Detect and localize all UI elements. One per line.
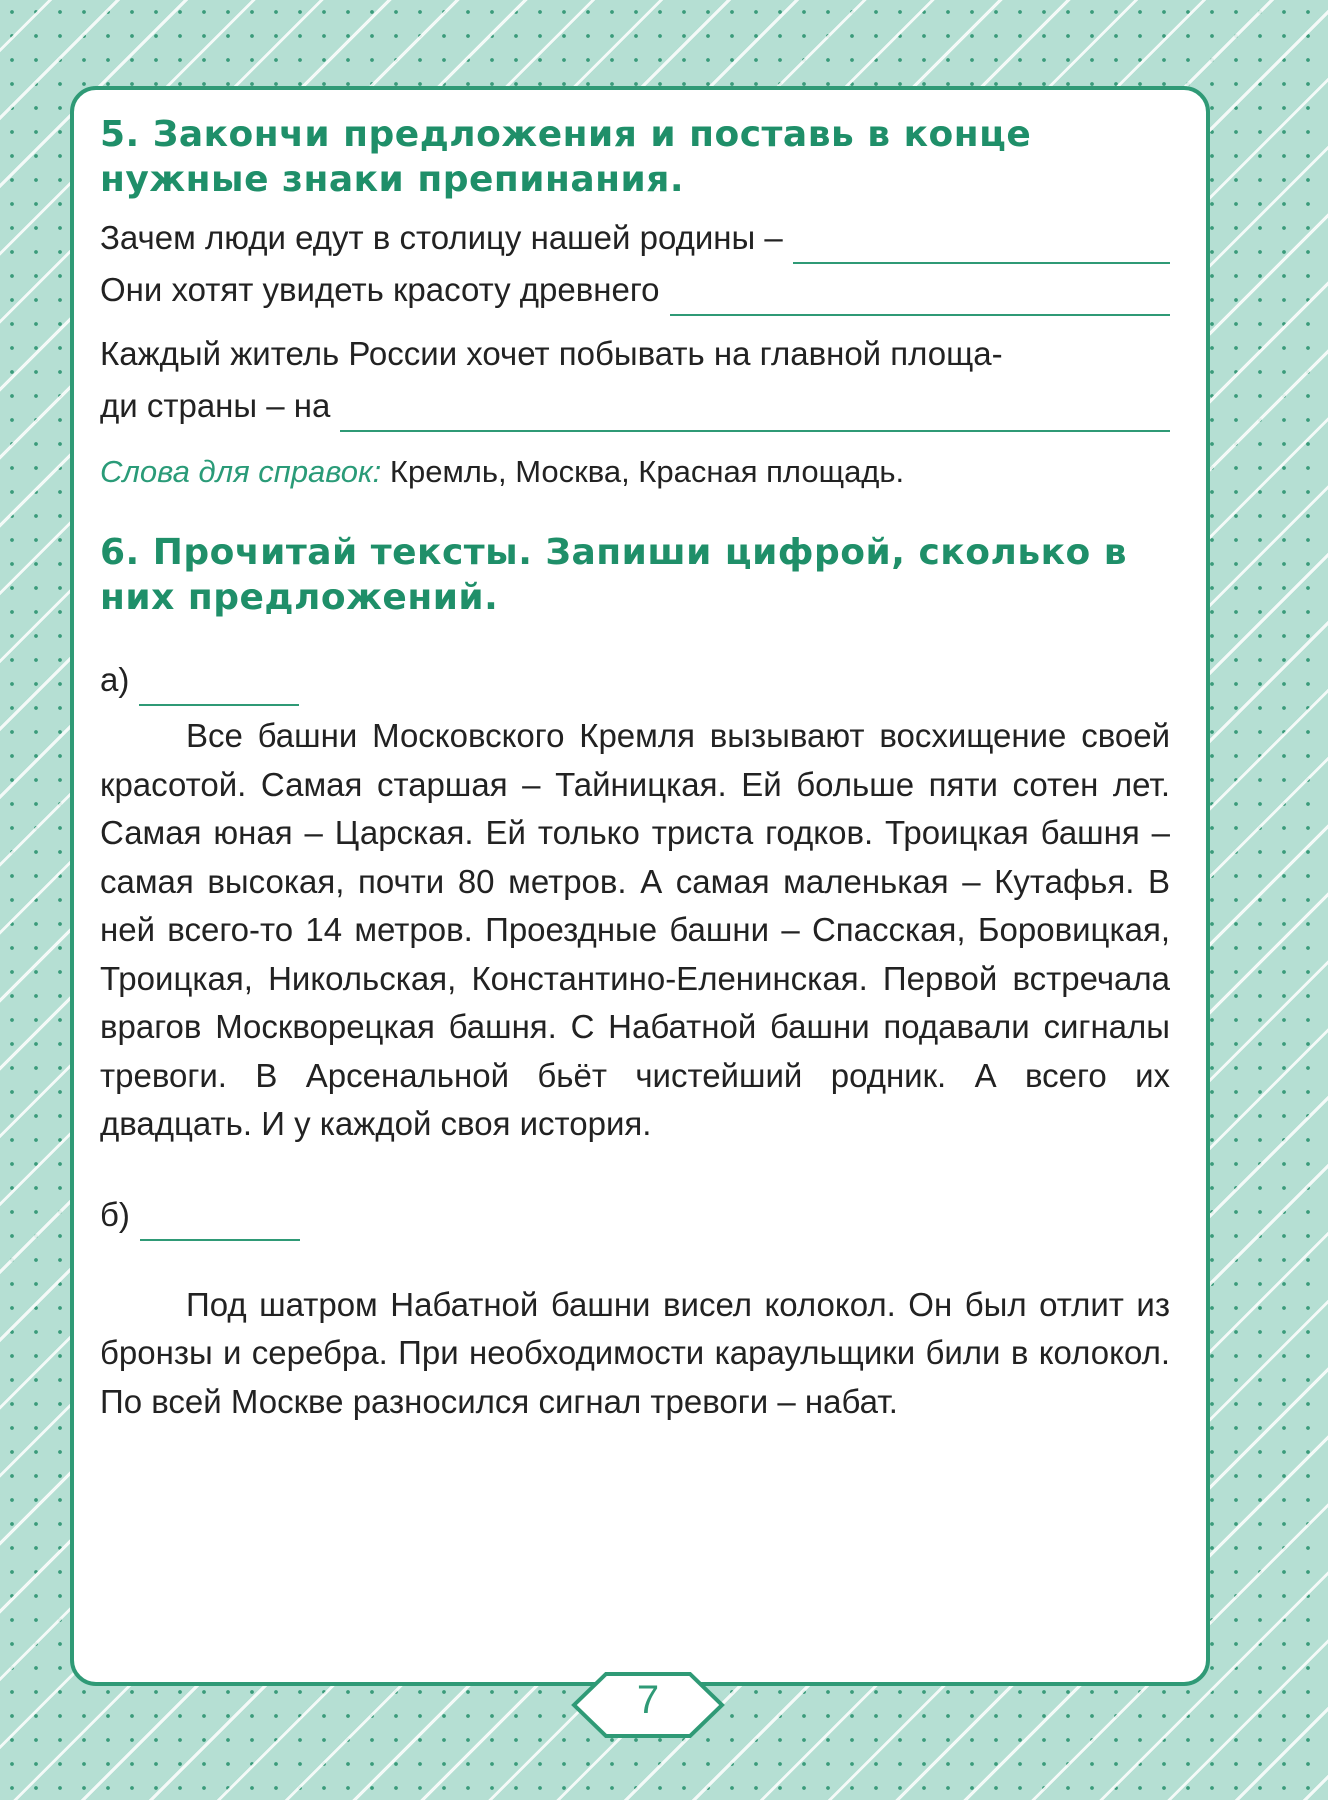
sentence-text: Они хотят увидеть красоту древнего	[100, 271, 660, 308]
answer-blank-3[interactable]	[340, 396, 1170, 432]
task5-sentence-1	[100, 212, 1170, 264]
reference-label: Слова для справок:	[100, 454, 382, 489]
answer-blank-1[interactable]	[793, 228, 1170, 264]
text-b: Под шатром Набатной башни висел колокол. Он был отлит из бронзы и серебра. При необходимости караульщики били в колокол. По всей Москве разносился сигнал тревоги – набат.	[100, 1285, 1170, 1420]
variant-a	[100, 654, 1170, 706]
variant-a-label: а)	[100, 661, 130, 698]
task5-sentence-3b	[100, 380, 1170, 432]
page-number-badge	[568, 1668, 728, 1742]
reference-words-list: Кремль, Москва, Красная площадь.	[389, 454, 905, 489]
page-number: 7	[636, 1678, 660, 1722]
task5-title: 5. Закончи предложения и поставь в конце нужные знаки препинания.	[100, 114, 1032, 200]
sentence-text: ди страны – на	[100, 387, 331, 424]
reference-words	[100, 450, 1170, 494]
sentence-text: Зачем люди едут в столицу нашей родины –	[100, 219, 783, 256]
sentence-text: Каждый житель России хочет побывать на главной площа-	[100, 335, 1003, 372]
answer-blank-2[interactable]	[670, 280, 1170, 316]
task5-sentence-2	[100, 264, 1170, 316]
variant-b-answer-blank[interactable]	[140, 1205, 300, 1241]
variant-b	[100, 1189, 1170, 1241]
variant-b-label: б)	[100, 1195, 130, 1233]
worksheet-panel	[70, 86, 1210, 1686]
text-a: Все башни Московского Кремля вызывают восхищение своей красотой. Самая старшая – Тайницкая. Ей больше пяти сотен лет. Самая юная – Царская. Ей только триста годков. Троицкая башня – самая высокая, почти 80 метров. А самая маленькая – Кутафья. В ней всего-то 14 метров. Проездные башни – Спасская, Боровицкая, Троицкая, Никольская, Константино-Еленинская. Первой встречала врагов Москворецкая башня. С Набатной башни подавали сигналы тревоги. В Арсенальной бьёт чистейший родник. А всего их двадцать. И у каждой своя история.	[100, 717, 1170, 1142]
task6-title: 6. Прочитай тексты. Запиши цифрой, сколько в них предложений.	[100, 532, 1128, 618]
task5-sentence-3a	[100, 328, 1170, 380]
variant-a-answer-blank[interactable]	[139, 670, 299, 706]
